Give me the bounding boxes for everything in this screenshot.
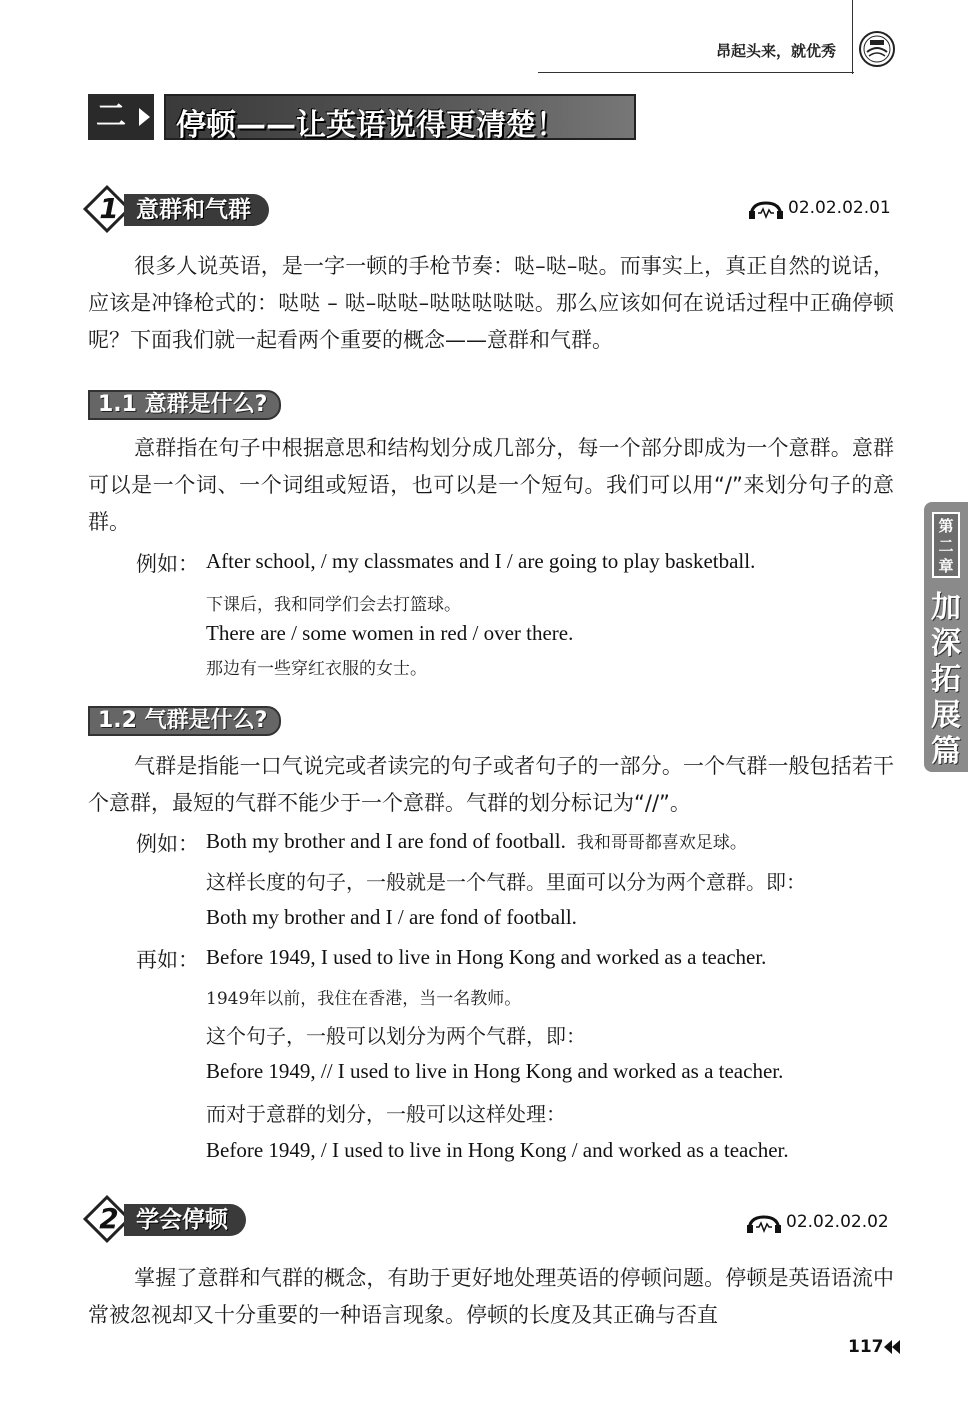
q2-ex2-split2: Before 1949, / I used to live in Hong Kong / and worked as a teacher. — [206, 1138, 789, 1162]
q1-label: 1.1 意群是什么? — [88, 390, 281, 420]
running-head: 昂起头来，就优秀 — [715, 42, 836, 60]
section2-number: 2 — [99, 1202, 119, 1235]
q1-ex1-cn: 下课后，我和同学们会去打篮球。 — [206, 595, 461, 615]
headphones-icon — [746, 1215, 782, 1233]
section1-heading — [88, 190, 328, 230]
q2-body: 气群是指能一口气说完或者读完的句子或者句子的一部分。一个气群一般包括若干个意群，最短的气群不能少于一个意群。气群的划分标记为“//”。 — [88, 754, 894, 815]
section1-intro: 很多人说英语，是一字一顿的手枪节奏：哒–哒–哒。而事实上，真正自然的说话，应该是冲锋枪式的：哒哒 – 哒–哒哒–哒哒哒哒哒。那么应该如何在说话过程中正确停顿呢？下面我们就一起看两个重要的概念——意群和气群。 — [88, 254, 894, 352]
q2-ex1-en: Both my brother and I are fond of football. — [206, 829, 566, 853]
section1-number: 1 — [99, 192, 119, 225]
section1-title: 意群和气群 — [124, 194, 269, 226]
q2-label: 1.2 气群是什么? — [88, 706, 281, 736]
q2-ex1-split: Both my brother and I / are fond of football. — [206, 905, 577, 929]
q2-ex1-note: 这样长度的句子，一般就是一个气群。里面可以分为两个意群。即： — [206, 870, 806, 894]
section1-track-code: 02.02.02.01 — [788, 198, 891, 218]
section2-heading — [88, 1200, 288, 1240]
section-banner — [88, 94, 636, 143]
q1-example-row — [136, 548, 199, 578]
section2-track-code: 02.02.02.02 — [786, 1212, 889, 1232]
q2-ex1-cn: 我和哥哥都喜欢足球。 — [576, 833, 747, 853]
headphones-icon — [748, 201, 784, 219]
section2-audio-track[interactable] — [746, 1212, 896, 1234]
q2-ex2-note2: 而对于意群的划分，一般可以这样处理： — [206, 1102, 566, 1126]
q2-ex1-row — [206, 828, 747, 854]
q1-example-label: 例如： — [136, 552, 199, 576]
q2-ex2-split1: Before 1949, // I used to live in Hong Kong and worked as a teacher. — [206, 1059, 784, 1083]
page-number: 117 — [848, 1337, 884, 1357]
q2-example2-label: 再如： — [136, 948, 199, 972]
double-arrow-left-icon — [884, 1340, 900, 1354]
q2-example-label: 例如： — [136, 832, 199, 856]
header-rule — [538, 72, 854, 73]
q2-ex2-note1: 这个句子，一般可以划分为两个气群，即： — [206, 1024, 586, 1048]
q1-body: 意群指在句子中根据意思和结构划分成几部分，每一个部分即成为一个意群。意群可以是一个词、一个词组或短语，也可以是一个短句。我们可以用“/”来划分句子的意群。 — [88, 436, 894, 534]
chapter-label: 第二章 — [932, 512, 960, 578]
section1-audio-track[interactable] — [748, 198, 898, 220]
q2-ex2-cn: 1949年以前，我住在香港，当一名教师。 — [206, 989, 522, 1009]
chapter-name: 加深拓展篇 — [931, 590, 961, 769]
q1-ex2-en: There are / some women in red / over there. — [206, 621, 574, 645]
section2-title: 学会停顿 — [124, 1204, 246, 1236]
banner-title-box — [164, 94, 636, 143]
q1-ex1-en: After school, / my classmates and I / are going to play basketball. — [206, 549, 756, 573]
arrow-right-icon — [139, 108, 150, 126]
banner-title: 停顿——让英语说得更清楚！ — [176, 108, 566, 143]
header-vertical-rule — [852, 0, 853, 74]
chapter-side-tab[interactable] — [924, 502, 968, 772]
section2-body: 掌握了意群和气群的概念，有助于更好地处理英语的停顿问题。停顿是英语语流中常被忽视却又十分重要的一种语言现象。停顿的长度及其正确与否直 — [88, 1266, 894, 1327]
q2-ex2-en: Before 1949, I used to live in Hong Kong and worked as a teacher. — [206, 945, 767, 969]
book-logo-icon — [858, 30, 896, 68]
banner-number: 二 — [88, 94, 154, 140]
q1-ex2-cn: 那边有一些穿红衣服的女士。 — [206, 659, 427, 679]
